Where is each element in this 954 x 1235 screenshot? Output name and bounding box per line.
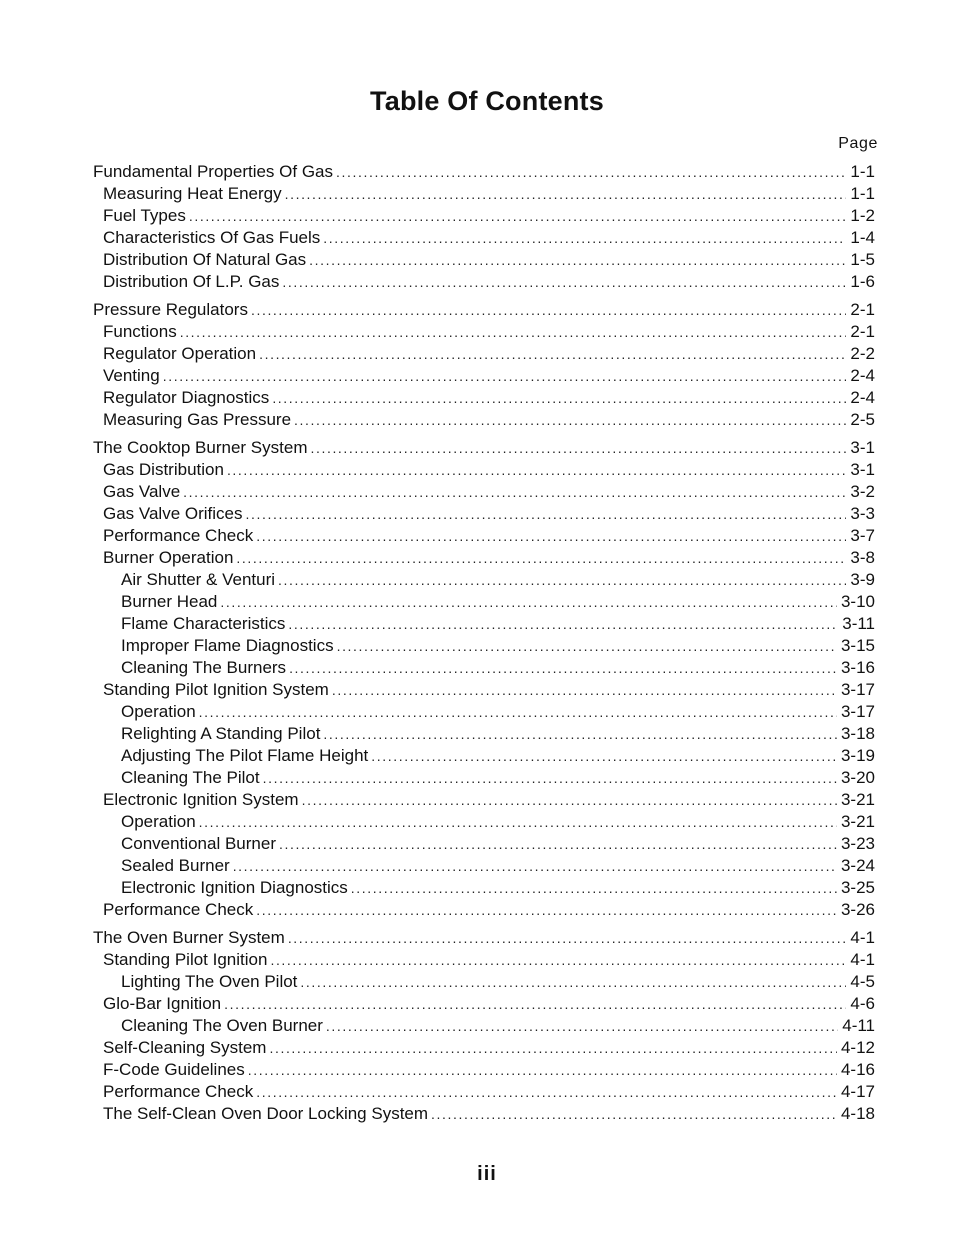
toc-entry-label: Cleaning The Burners	[121, 658, 287, 677]
toc-entry-page: 3-10	[840, 592, 875, 611]
dot-leader	[302, 789, 837, 811]
toc-entry-page: 3-3	[850, 504, 875, 523]
toc-entry-page: 1-4	[850, 228, 875, 247]
toc-entry-page: 3-21	[840, 790, 875, 809]
toc-chapter-entry	[93, 437, 875, 459]
toc-entry-label: Conventional Burner	[121, 834, 276, 853]
dot-leader	[285, 183, 847, 205]
toc-entry	[93, 271, 875, 293]
toc-entry	[93, 679, 875, 701]
toc-chapter-entry	[93, 161, 875, 183]
toc-entry-label: Gas Valve	[103, 482, 181, 501]
dot-leader	[310, 437, 846, 459]
toc-entry	[93, 1103, 875, 1125]
dot-leader	[323, 723, 837, 745]
dot-leader	[289, 657, 837, 679]
toc-entry-label: Fuel Types	[103, 206, 186, 225]
toc-entry-label: Burner Head	[121, 592, 218, 611]
toc-entry-page: 4-17	[840, 1082, 875, 1101]
toc-entry	[93, 343, 875, 365]
dot-leader	[236, 547, 846, 569]
dot-leader	[227, 459, 846, 481]
toc-entry	[93, 1059, 875, 1081]
toc-entry-label: Operation	[121, 812, 196, 831]
toc-entry	[93, 569, 875, 591]
toc-entry-label: Burner Operation	[103, 548, 234, 567]
dot-leader	[199, 701, 837, 723]
toc-entry	[93, 459, 875, 481]
toc-entry-page: 3-20	[840, 768, 875, 787]
toc-entry-label: Gas Valve Orifices	[103, 504, 243, 523]
toc-entry-page: 3-21	[840, 812, 875, 831]
dot-leader	[300, 971, 846, 993]
toc-entry-label: Pressure Regulators	[93, 300, 248, 319]
toc-entry	[93, 993, 875, 1015]
dot-leader	[294, 409, 846, 431]
dot-leader	[323, 227, 846, 249]
page-title: Table Of Contents	[370, 86, 604, 116]
toc-entry	[93, 949, 875, 971]
page-column-header: Page	[838, 135, 878, 152]
dot-leader	[431, 1103, 837, 1125]
toc-entry-page: 2-1	[850, 322, 875, 341]
toc-entry	[93, 387, 875, 409]
dot-leader	[220, 591, 837, 613]
toc-entry	[93, 789, 875, 811]
toc-entry-page: 3-17	[840, 680, 875, 699]
toc-entry-page: 2-2	[850, 344, 875, 363]
toc-entry-label: Venting	[103, 366, 160, 385]
dot-leader	[224, 993, 846, 1015]
toc-entry-label: Measuring Heat Energy	[103, 184, 282, 203]
dot-leader	[279, 833, 837, 855]
toc-entry-label: Performance Check	[103, 1082, 254, 1101]
dot-leader	[278, 569, 846, 591]
dot-leader	[251, 299, 846, 321]
dot-leader	[256, 899, 837, 921]
dot-leader	[270, 949, 846, 971]
toc-entry	[93, 205, 875, 227]
dot-leader	[259, 343, 846, 365]
toc-entry	[93, 971, 875, 993]
toc-entry-label: Regulator Operation	[103, 344, 257, 363]
toc-entry	[93, 635, 875, 657]
toc-entry	[93, 321, 875, 343]
toc-entry-page: 3-9	[850, 570, 875, 589]
dot-leader	[332, 679, 837, 701]
dot-leader	[256, 1081, 837, 1103]
toc-entry	[93, 547, 875, 569]
toc-entry	[93, 1081, 875, 1103]
dot-leader	[256, 525, 846, 547]
toc-entry-label: Sealed Burner	[121, 856, 230, 875]
toc-entry-page: 1-6	[850, 272, 875, 291]
toc-entry-label: Gas Distribution	[103, 460, 224, 479]
dot-leader	[272, 387, 846, 409]
toc-entry-page: 3-25	[840, 878, 875, 897]
toc-entry-label: The Self-Clean Oven Door Locking System	[103, 1104, 429, 1123]
toc-entry	[93, 657, 875, 679]
toc-entry	[93, 767, 875, 789]
toc-entry-label: Cleaning The Oven Burner	[121, 1016, 323, 1035]
toc-entry	[93, 855, 875, 877]
toc-entry	[93, 503, 875, 525]
toc-entry-page: 3-1	[850, 438, 875, 457]
toc-entry-page: 3-15	[840, 636, 875, 655]
toc-entry-page: 2-4	[850, 366, 875, 385]
toc-entry-label: Characteristics Of Gas Fuels	[103, 228, 321, 247]
toc-section	[93, 299, 875, 431]
toc-entry-page: 2-5	[850, 410, 875, 429]
dot-leader	[351, 877, 837, 899]
toc-entry-page: 4-1	[850, 950, 875, 969]
toc-entry	[93, 481, 875, 503]
dot-leader	[248, 1059, 837, 1081]
toc-entry-page: 3-1	[850, 460, 875, 479]
toc-entry-page: 4-18	[840, 1104, 875, 1123]
toc-entry-label: The Cooktop Burner System	[93, 438, 308, 457]
toc-entry-label: Measuring Gas Pressure	[103, 410, 292, 429]
toc-entry	[93, 1037, 875, 1059]
toc-entry-label: Relighting A Standing Pilot	[121, 724, 321, 743]
toc-entry-page: 2-1	[850, 300, 875, 319]
toc-entry-label: Electronic Ignition Diagnostics	[121, 878, 348, 897]
toc-entry-page: 1-1	[850, 162, 875, 181]
toc-entry-page: 1-2	[850, 206, 875, 225]
dot-leader	[371, 745, 837, 767]
dot-leader	[282, 271, 846, 293]
toc-entry	[93, 1015, 875, 1037]
toc-entry-page: 3-11	[842, 614, 875, 633]
toc-entry	[93, 591, 875, 613]
toc-entry-label: Cleaning The Pilot	[121, 768, 260, 787]
page-number: iii	[477, 1163, 497, 1185]
toc-entry-page: 2-4	[850, 388, 875, 407]
toc-entry	[93, 409, 875, 431]
toc-entry	[93, 613, 875, 635]
toc-entry-page: 3-26	[840, 900, 875, 919]
toc-entry	[93, 723, 875, 745]
toc-entry	[93, 183, 875, 205]
toc-entry-page: 3-23	[840, 834, 875, 853]
toc-entry-label: Flame Characteristics	[121, 614, 286, 633]
toc-entry-label: Self-Cleaning System	[103, 1038, 267, 1057]
toc-entry-page: 1-1	[850, 184, 875, 203]
toc-entry-page: 4-6	[850, 994, 875, 1013]
toc-entry-label: Electronic Ignition System	[103, 790, 299, 809]
dot-leader	[326, 1015, 838, 1037]
toc-section	[93, 437, 875, 921]
toc-entry-label: Distribution Of Natural Gas	[103, 250, 307, 269]
toc-entry-page: 3-8	[850, 548, 875, 567]
toc-entry-label: The Oven Burner System	[93, 928, 285, 947]
toc-entry-label: Distribution Of L.P. Gas	[103, 272, 280, 291]
dot-leader	[269, 1037, 837, 1059]
toc-entry	[93, 745, 875, 767]
toc-entry-page: 1-5	[850, 250, 875, 269]
dot-leader	[180, 321, 847, 343]
toc-chapter-entry	[93, 927, 875, 949]
dot-leader	[288, 927, 847, 949]
toc-entry-label: Fundamental Properties Of Gas	[93, 162, 334, 181]
dot-leader	[189, 205, 847, 227]
toc-entry-label: Operation	[121, 702, 196, 721]
toc-entry-label: Improper Flame Diagnostics	[121, 636, 334, 655]
toc-entry	[93, 525, 875, 547]
table-of-contents	[93, 161, 875, 1131]
dot-leader	[263, 767, 837, 789]
dot-leader	[246, 503, 847, 525]
toc-entry-page: 3-17	[840, 702, 875, 721]
toc-entry-label: Glo-Bar Ignition	[103, 994, 222, 1013]
toc-entry	[93, 249, 875, 271]
toc-entry-page: 4-1	[850, 928, 875, 947]
dot-leader	[233, 855, 837, 877]
dot-leader	[199, 811, 837, 833]
toc-section	[93, 161, 875, 293]
toc-entry-page: 4-12	[840, 1038, 875, 1057]
toc-entry	[93, 701, 875, 723]
toc-chapter-entry	[93, 299, 875, 321]
dot-leader	[288, 613, 838, 635]
toc-entry-label: Standing Pilot Ignition System	[103, 680, 329, 699]
toc-entry	[93, 877, 875, 899]
toc-entry-label: Functions	[103, 322, 177, 341]
toc-entry	[93, 899, 875, 921]
toc-entry-page: 4-16	[840, 1060, 875, 1079]
toc-entry-page: 3-7	[850, 526, 875, 545]
toc-entry-page: 3-24	[840, 856, 875, 875]
toc-entry-label: Adjusting The Pilot Flame Height	[121, 746, 369, 765]
toc-entry-label: Performance Check	[103, 526, 254, 545]
toc-entry	[93, 811, 875, 833]
toc-entry-label: F-Code Guidelines	[103, 1060, 245, 1079]
toc-entry	[93, 227, 875, 249]
toc-entry-page: 3-16	[840, 658, 875, 677]
toc-entry-page: 4-11	[842, 1016, 875, 1035]
dot-leader	[183, 481, 846, 503]
toc-entry	[93, 365, 875, 387]
toc-entry-label: Air Shutter & Venturi	[121, 570, 276, 589]
dot-leader	[309, 249, 846, 271]
toc-entry-label: Standing Pilot Ignition	[103, 950, 268, 969]
toc-entry-page: 4-5	[850, 972, 875, 991]
toc-entry-page: 3-2	[850, 482, 875, 501]
dot-leader	[336, 161, 846, 183]
toc-section	[93, 927, 875, 1125]
toc-entry-page: 3-18	[840, 724, 875, 743]
dot-leader	[337, 635, 837, 657]
toc-entry	[93, 833, 875, 855]
toc-entry-page: 3-19	[840, 746, 875, 765]
toc-entry-label: Lighting The Oven Pilot	[121, 972, 298, 991]
toc-entry-label: Regulator Diagnostics	[103, 388, 270, 407]
toc-entry-label: Performance Check	[103, 900, 254, 919]
dot-leader	[163, 365, 847, 387]
